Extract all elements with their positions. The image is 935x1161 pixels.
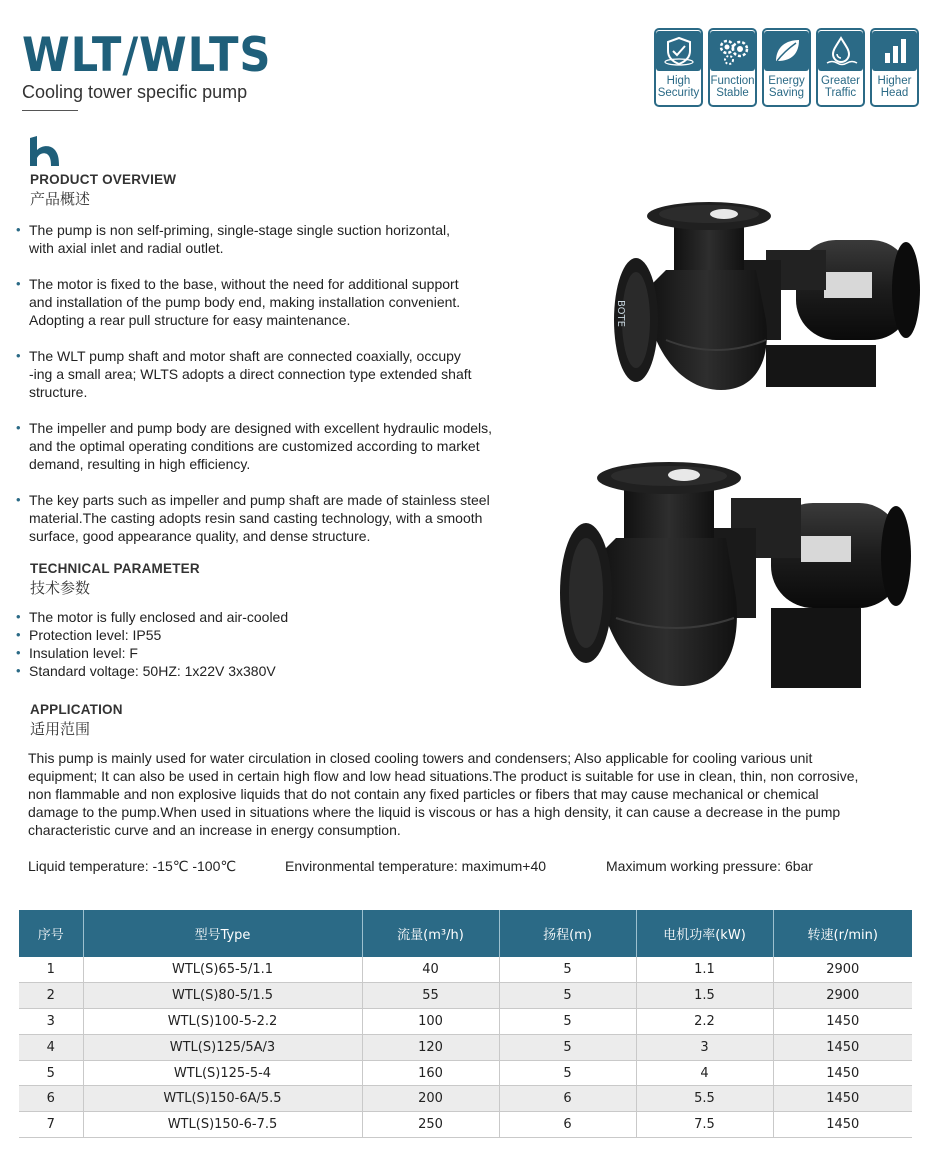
bar-chart-icon [872, 31, 917, 71]
overview-bullet-5: • The key parts such as impeller and pump shaft are made of stainless steel material.The casting adopts resin sand casting technology, with a smooth surface, good appearance quality, and dense structure. [16, 491, 536, 545]
feature-badges [654, 28, 919, 107]
spec-table [19, 910, 912, 1138]
pump-image-wlts [556, 458, 916, 696]
table-row: 4 WTL(S)125/5A/3 120 5 3 1450 [19, 1034, 912, 1060]
max-working-pressure: Maximum working pressure: 6bar [606, 858, 813, 874]
pump-image-wlt [606, 200, 921, 415]
technical-heading-cn: 技术参数 [30, 579, 91, 597]
application-description: This pump is mainly used for water circulation in closed cooling towers and condensers; Also applicable for cooling various unit equipment; It can also be used in certain high flow and low head situations.The product is suitable for use in clean, thin, non corrosive, non flammable and non explosive liquids that do not contain any fixed particles or fibers that may cause mechanical or chemical damage to the pump.When used in situations where the liquid is viscous or has a high density, it can cause a decrease in the pump characteristic curve and an increase in energy consumption. [28, 750, 859, 838]
overview-heading: PRODUCT OVERVIEW [30, 172, 177, 187]
col-header-flow: 流量(m³/h) [362, 910, 499, 957]
application-heading: APPLICATION [30, 702, 123, 717]
col-header-speed: 转速(r/min) [773, 910, 912, 957]
col-header-power: 电机功率(kW) [636, 910, 773, 957]
overview-bullet-1: • The pump is non self-priming, single-stage single suction horizontal, with axial inlet and radial outlet. [16, 221, 536, 257]
overview-bullet-2: • The motor is fixed to the base, without the need for additional support and installation of the pump body end, making installation convenient. Adopting a rear pull structure for easy maintenance. [16, 275, 536, 329]
col-header-no: 序号 [19, 910, 83, 957]
table-row: 2 WTL(S)80-5/1.5 55 5 1.5 2900 [19, 983, 912, 1009]
shield-icon [656, 31, 701, 71]
badge-higher-head: Higher Head [870, 28, 919, 107]
badge-function-stable: Function Stable [708, 28, 757, 107]
technical-heading: TECHNICAL PARAMETER [30, 561, 200, 576]
page-title: WLT/WLTS [22, 28, 272, 83]
table-row: 6 WTL(S)150-6A/5.5 200 6 5.5 1450 [19, 1086, 912, 1112]
pump-brand-label: BOTE [615, 300, 626, 327]
col-header-type: 型号Type [83, 910, 362, 957]
page-subtitle: Cooling tower specific pump [22, 82, 248, 102]
water-drop-icon [818, 31, 863, 71]
overview-bullet-3: • The WLT pump shaft and motor shaft are connected coaxially, occupy -ing a small area; WLTS adopts a direct connection type extended shaft structure. [16, 347, 536, 401]
table-row: 5 WTL(S)125-5-4 160 5 4 1450 [19, 1060, 912, 1086]
brand-logo-icon [28, 136, 60, 171]
table-row: 1 WTL(S)65-5/1.1 40 5 1.1 2900 [19, 957, 912, 983]
environmental-temperature: Environmental temperature: maximum+40 [285, 858, 547, 874]
subtitle-divider [22, 110, 78, 111]
table-header-row [19, 910, 912, 957]
col-header-head: 扬程(m) [499, 910, 636, 957]
badge-high-security: High Security [654, 28, 703, 107]
table-row: 3 WTL(S)100-5-2.2 100 5 2.2 1450 [19, 1009, 912, 1035]
badge-greater-traffic: Greater Traffic [816, 28, 865, 107]
application-heading-cn: 适用范围 [30, 720, 91, 738]
liquid-temperature: Liquid temperature: -15℃ -100℃ [28, 858, 237, 874]
badge-energy-saving: Energy Saving [762, 28, 811, 107]
technical-item-2: • Protection level: IP55 [16, 626, 536, 644]
technical-item-1: • The motor is fully enclosed and air-cooled [16, 608, 536, 626]
table-row: 7 WTL(S)150-6-7.5 250 6 7.5 1450 [19, 1112, 912, 1138]
technical-item-3: • Insulation level: F [16, 644, 536, 662]
overview-heading-cn: 产品概述 [30, 190, 91, 208]
technical-item-4: • Standard voltage: 50HZ: 1x22V 3x380V [16, 662, 536, 680]
gears-icon [710, 31, 755, 71]
leaf-icon [764, 31, 809, 71]
overview-bullet-4: • The impeller and pump body are designed with excellent hydraulic models, and the optimal operating conditions are customized according to market demand, resulting in high efficiency. [16, 419, 536, 473]
